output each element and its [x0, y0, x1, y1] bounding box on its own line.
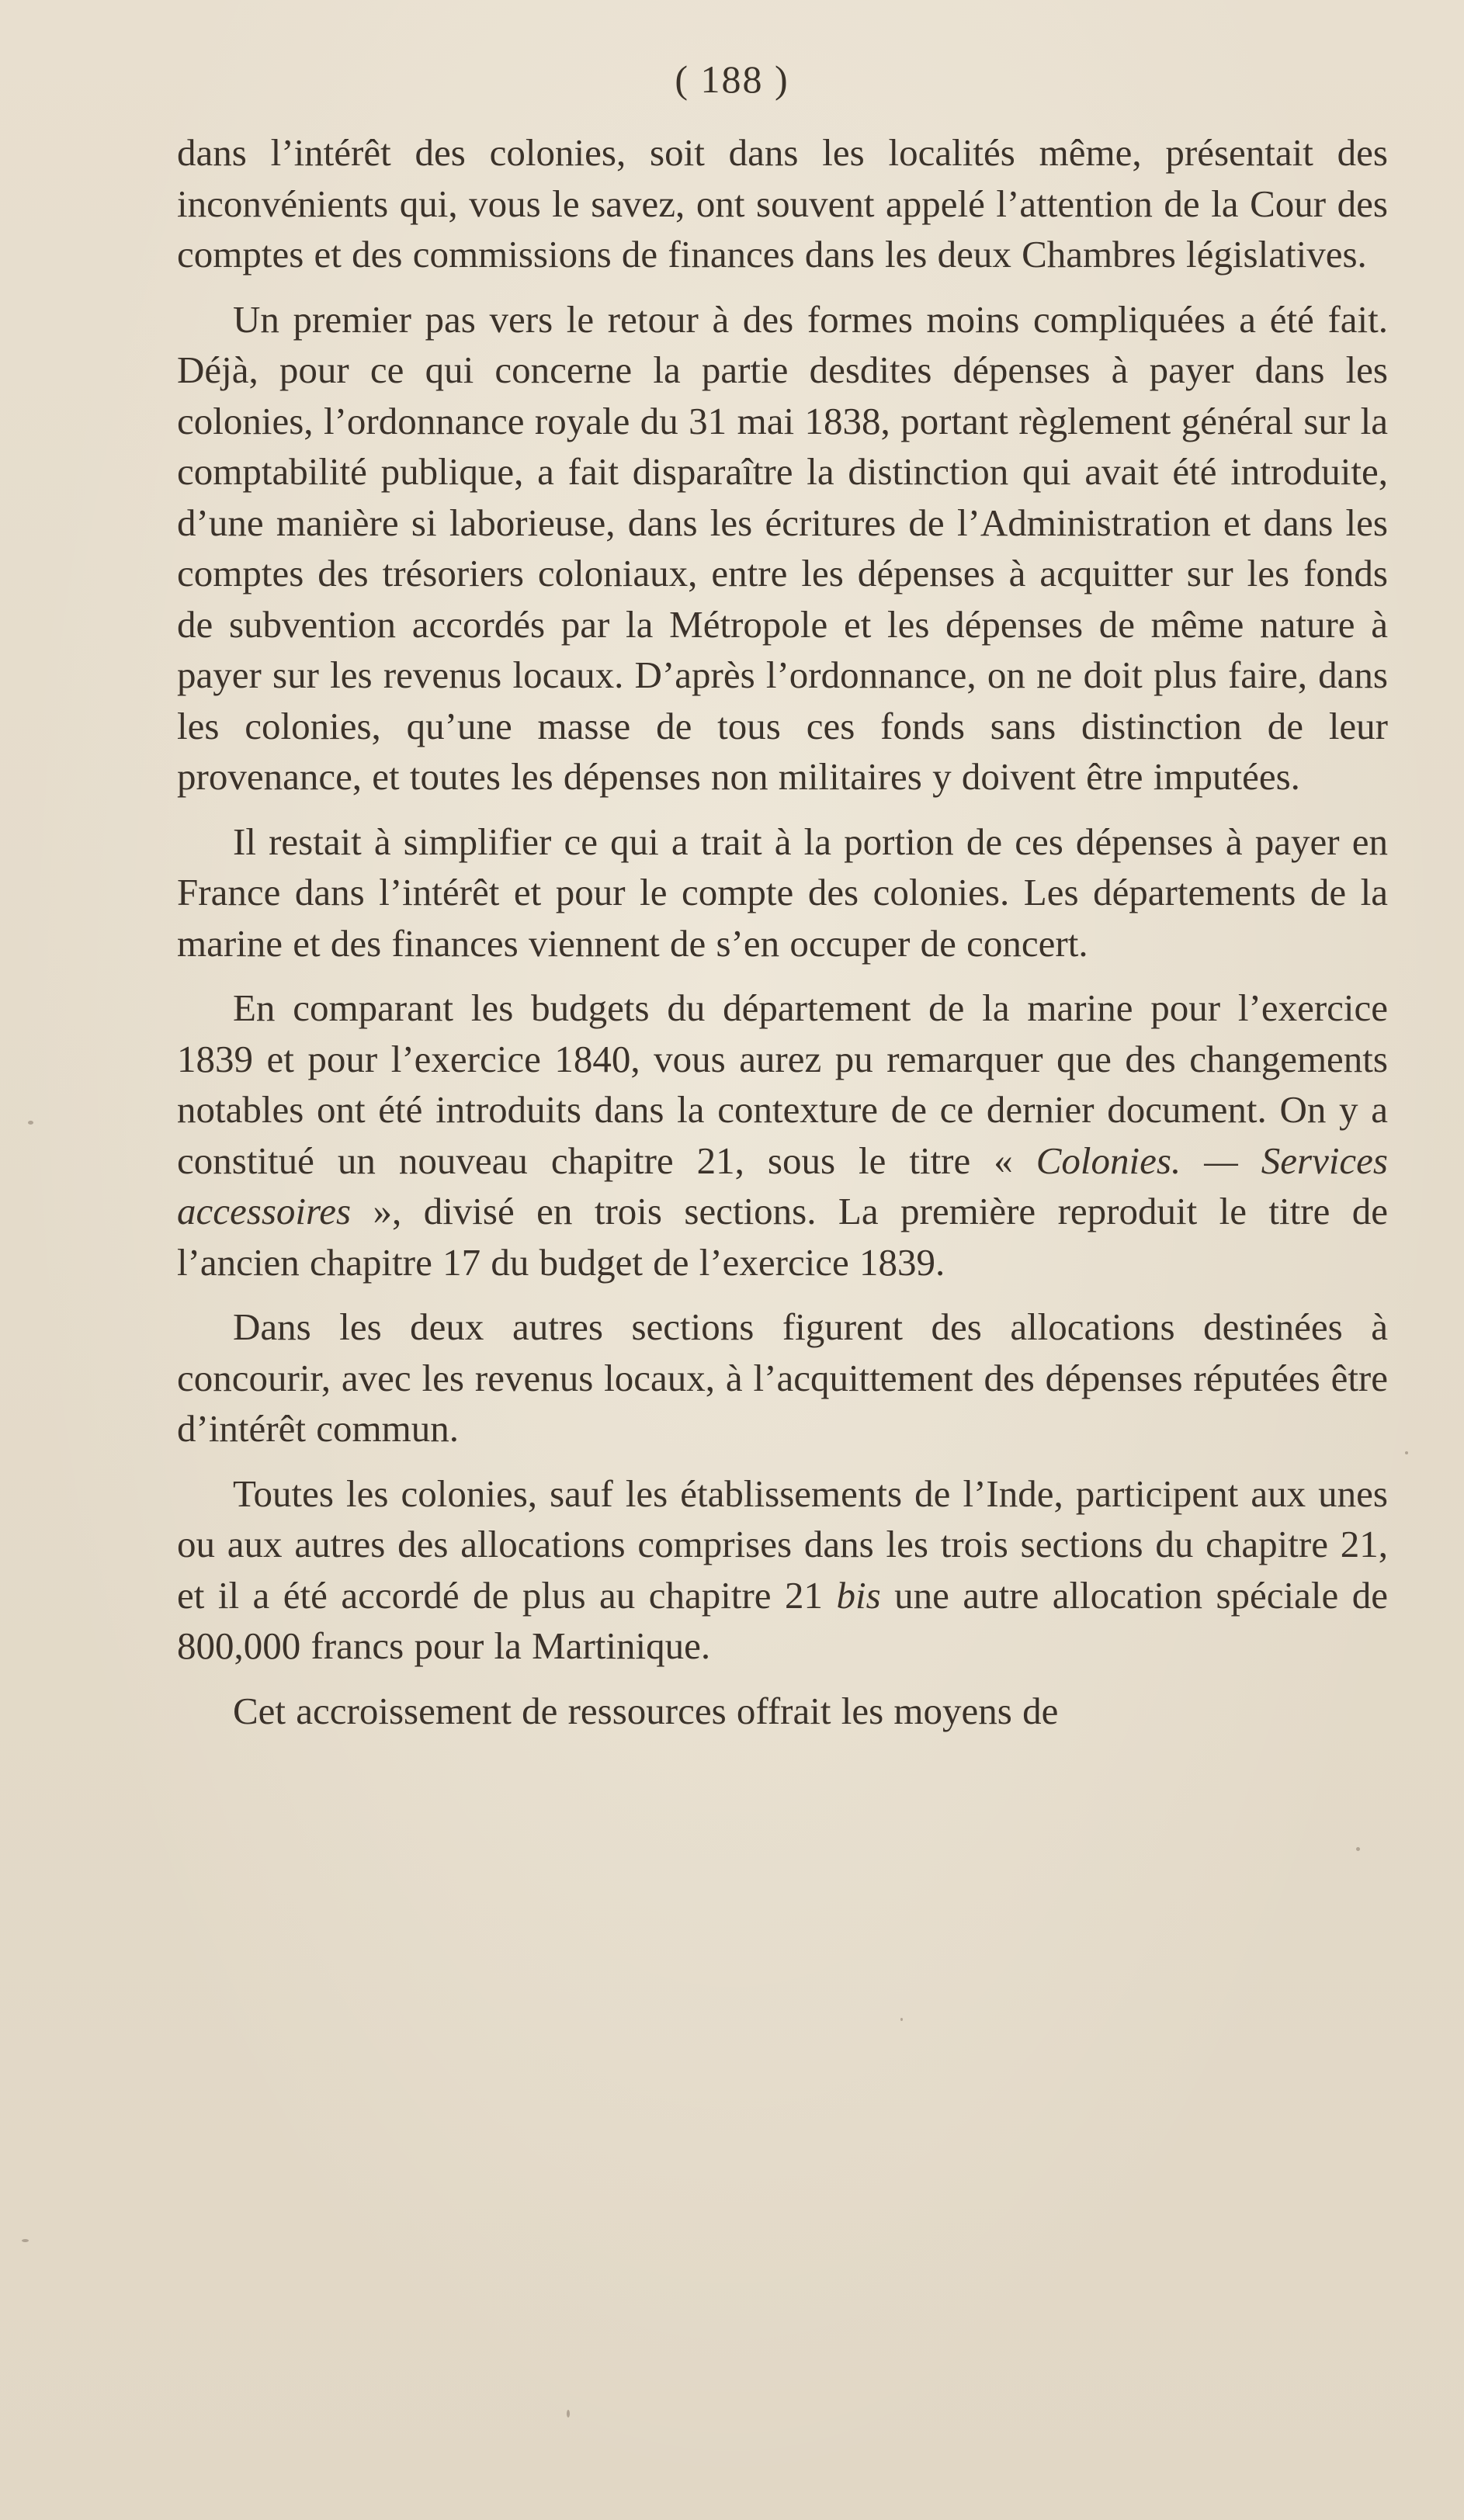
paragraph-5-text: Dans les deux autres sections figurent des allocations destinées à concourir, avec les revenus locaux, à l’acquittement des dépenses réputées être d’intérêt commun. — [177, 1305, 1388, 1450]
paragraph-1-text: dans l’intérêt des colonies, soit dans les localités même, présentait des inconvénients qui, vous le savez, ont souvent appelé l’attention de la Cour des comptes et des commissions de finances dans les deux Chambres législatives. — [177, 131, 1388, 276]
page-number: ( 188 ) — [675, 57, 789, 101]
paragraph-6-text-b: une autre allocation spéciale de 800,000 francs pour la Martinique. — [177, 1573, 1389, 1667]
body-text — [177, 127, 1388, 1750]
paper-speck — [900, 2018, 903, 2021]
paragraph-7 — [177, 1686, 1388, 1737]
paragraph-5 — [177, 1302, 1388, 1454]
bis-italic: bis — [836, 1573, 881, 1617]
paper-speck — [567, 2410, 570, 2418]
paragraph-2-text: Un premier pas vers le retour à des formes moins compliquées a été fait. Déjà, pour ce qui concerne la partie desdites dépenses à payer dans les colonies, l’ordonnance royale du 31 mai 1838, portant règlement général sur la comptabilité publique, a fait disparaître la distinction qui avait été introduite, d’une manière si laborieuse, dans les écritures de l’Administration et dans les comptes des trésoriers coloniaux, entre les dépenses à acquitter sur les fonds de subvention accordés par la Métropole et les dépenses de même nature à payer sur les revenus locaux. D’après l’ordonnance, on ne doit plus faire, dans les colonies, qu’une masse de tous ces fonds sans distinction de leur provenance, et toutes les dépenses non militaires y doivent être imputées. — [177, 297, 1388, 798]
paper-speck — [28, 1121, 33, 1125]
paragraph-6 — [177, 1468, 1388, 1672]
chapter-title-italic: Colonies. — Services accessoires — [177, 1139, 1388, 1232]
paragraph-4-text-a: En comparant les budgets du département de la marine pour l’exercice 1839 et pour l’exercice 1840, vous aurez pu remarquer que des changements notables ont été introduits dans la contexture de ce dernier document. On y a constitué un nouveau chapitre 21, sous le titre « — [177, 986, 1388, 1182]
paragraph-7-text: Cet accroissement de ressources offrait les moyens de — [233, 1689, 1059, 1732]
paragraph-4-text-b: », divisé en trois sections. La première reproduit le titre de l’ancien chapitre 17 du budget de l’exercice 1839. — [177, 1190, 1388, 1284]
paragraph-3 — [177, 816, 1388, 969]
paper-speck — [1405, 1451, 1408, 1454]
paper-speck — [22, 2239, 29, 2242]
paragraph-4 — [177, 983, 1388, 1288]
paragraph-2 — [177, 294, 1388, 802]
paper-speck — [1356, 1847, 1360, 1851]
paragraph-3-text: Il restait à simplifier ce qui a trait à la portion de ces dépenses à payer en France dans l’intérêt et pour le compte des colonies. Les départements de la marine et des finances viennent de s’en occuper de concert. — [177, 820, 1388, 965]
paragraph-1 — [177, 127, 1388, 280]
paragraph-6-text-a: Toutes les colonies, sauf les établissements de l’Inde, participent aux unes ou aux autres des allocations comprises dans les trois sections du chapitre 21, et il a été accordé de plus au chapitre 21 — [177, 1471, 1388, 1617]
